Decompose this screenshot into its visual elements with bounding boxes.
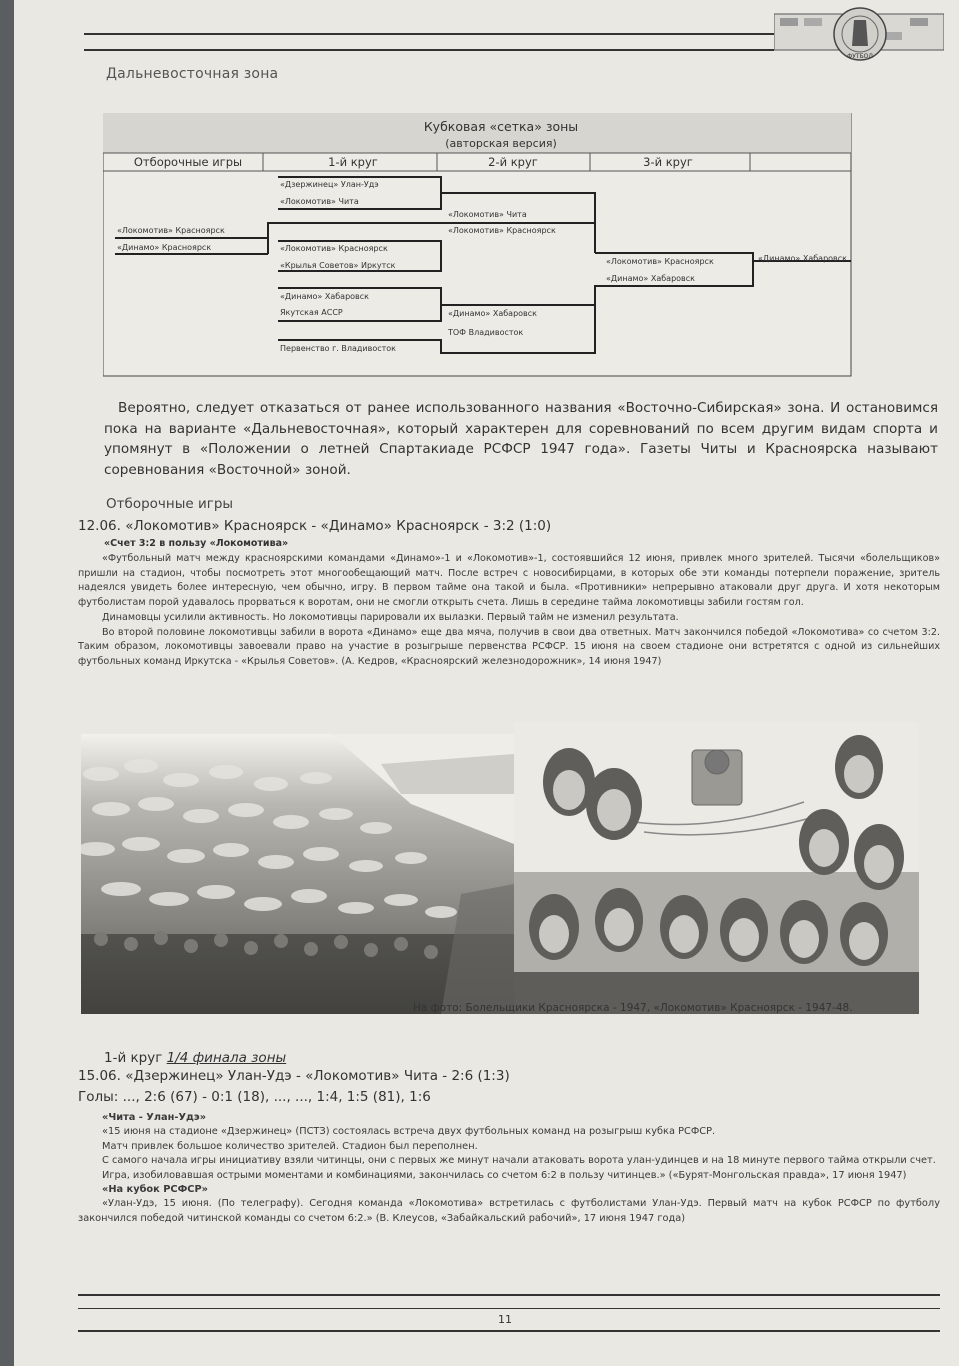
match2-paragraph-2: Матч привлек большое количество зрителей. Стадион был переполнен. xyxy=(102,1140,478,1152)
bracket-qual-team-2: «Динамо» Красноярск xyxy=(117,243,212,252)
bracket-col-round1: 1-й круг xyxy=(328,155,378,169)
bracket-r2-team-1: «Локомотив» Чита xyxy=(448,210,527,219)
bracket-r1-team-7: Первенство г. Владивосток xyxy=(280,344,397,353)
bracket-winner: «Динамо» Хабаровск xyxy=(758,254,847,263)
match2-title: 15.06. «Дзержинец» Улан-Удэ - «Локомотив» Чита - 2:6 (1:3) xyxy=(78,1068,510,1084)
bracket-col-qualifier: Отборочные игры xyxy=(133,155,243,169)
header-rule-top xyxy=(84,33,774,35)
round1-section-title xyxy=(104,1050,286,1066)
intro-paragraph: Вероятно, следует отказаться от ранее использованного названия «Восточно-Сибирская» зона. И остановимся пока на варианте «Дальневосточная», который характерен для соревнований по всем другим видам спорта и упомянут в «Положении о летней Спартакиаде РСФСР 1947 года». Газеты Читы и Красноярска называют соревнования «Восточной» зоной. xyxy=(104,400,938,478)
page-number: 11 xyxy=(498,1313,512,1326)
match2-paragraph-5: «Улан-Удэ, 15 июня. (По телеграфу). Сегодня команда «Локомотива» встретилась с футболистами Улан-Удэ. Первый матч на кубок РСФСР по футболу закончился победой читинской команды со счетом 6:2.» (В. Клеусов, «Забайкальский рабочий», 17 июня 1947 года) xyxy=(78,1198,940,1224)
bracket-subtitle: (авторская версия) xyxy=(445,137,557,150)
photo-fans xyxy=(81,734,514,1014)
zone-title: Дальневосточная зона xyxy=(106,66,279,82)
photo-team-lokomotiv xyxy=(514,722,919,1014)
match2-heading-2: «На кубок РСФСР» xyxy=(102,1184,209,1196)
match1-paragraph-1: «Футбольный матч между красноярскими командами «Динамо»-1 и «Локомотив»-1, состоявшийся 12 июня, привлек много зрителей. Тысячи «болельщиков» пришли на стадион, чтобы посмотреть этот многообещающий матч. После встреч с новосибирцами, в которых обе эти команды потерпели поражение, зритель надеялся увидеть более интересную, чем обычно, игру. В первом тайме она такой и была. «Противники» непрерывно атаковали друг друга. И хотя некоторым футболистам порой удавалось прорваться к воротам, они не смогли открыть счета. Лишь в середине тайма локомотивцы забили гостям гол. xyxy=(78,553,940,609)
bracket-r1-team-3: «Локомотив» Красноярск xyxy=(280,244,388,253)
football-logo xyxy=(774,6,944,62)
bracket-r1-team-1: «Дзержинец» Улан-Удэ xyxy=(280,180,379,189)
bracket-title: Кубковая «сетка» зоны xyxy=(423,119,579,134)
match1-title: 12.06. «Локомотив» Красноярск - «Динамо» Красноярск - 3:2 (1:0) xyxy=(78,518,552,534)
bracket-r1-team-6: Якутская АССР xyxy=(280,308,343,317)
bracket-qual-team-1: «Локомотив» Красноярск xyxy=(117,226,225,235)
match1-article xyxy=(78,552,940,670)
match2-paragraph-4: Игра, изобиловавшая острыми моментами и комбинациями, закончилась со счетом 6:2 в пользу читинцев.» («Бурят-Монгольская правда», 17 июня 1947) xyxy=(102,1169,907,1181)
bracket-r1-team-5: «Динамо» Хабаровск xyxy=(280,292,369,301)
match2-paragraph-1: «15 июня на стадионе «Дзержинец» (ПСТЗ) состоялась встреча двух футбольных команд на розыгрыш кубка РСФСР. xyxy=(102,1126,716,1138)
match2-heading-1: «Чита - Улан-Удэ» xyxy=(102,1112,207,1123)
bracket-r2-team-2: «Локомотив» Красноярск xyxy=(448,226,556,235)
footer-rule-top xyxy=(78,1294,940,1296)
match2-paragraph-3: С самого начала игры инициативу взяли читинцы, они с первых же минут начали атаковать ворота улан-удинцев и на 18 минуте первого тайма открыли счет. xyxy=(102,1155,936,1167)
bracket-r1-team-4: «Крылья Советов» Иркутск xyxy=(280,261,396,270)
round1-title-underlined: 1/4 финала зоны xyxy=(166,1050,287,1066)
cup-bracket xyxy=(103,113,853,378)
round1-title-plain: 1-й круг xyxy=(104,1050,167,1066)
footer-rule-mid xyxy=(78,1308,940,1309)
bracket-col-round2: 2-й круг xyxy=(488,155,538,169)
bracket-r3-team-2: «Динамо» Хабаровск xyxy=(606,274,695,283)
bracket-r2-team-3: «Динамо» Хабаровск xyxy=(448,309,537,318)
bracket-r2-team-4: ТОФ Владивосток xyxy=(448,328,524,337)
footer-rule-bottom xyxy=(78,1330,940,1332)
header-rule-bottom xyxy=(84,49,774,51)
qualifier-section-title: Отборочные игры xyxy=(106,496,234,512)
match2-goals: Голы: ..., 2:6 (67) - 0:1 (18), ..., ..., 1:4, 1:5 (81), 1:6 xyxy=(78,1089,431,1105)
book-page xyxy=(14,0,959,1366)
match1-paragraph-2: Динамовцы усилили активность. Но локомотивцы парировали их вылазки. Первый тайм не изменил результата. xyxy=(102,611,679,623)
match1-paragraph-3: Во второй половине локомотивцы забили в ворота «Динамо» еще два мяча, получив в свои два ответных. Матч закончился победой «Локомотива» со счетом 3:2. Таким образом, локомотивцы завоевали право на участие в розыгрыше первенства РСФСР. 15 июня на своем стадионе они встретятся с одной из сильнейших футбольных команд Иркутска - «Крылья Советов». (А. Кедров, «Красноярский железнодорожник», 14 июня 1947) xyxy=(78,626,940,667)
bracket-r1-team-2: «Локомотив» Чита xyxy=(280,197,359,206)
photo-caption: На фото: Болельщики Красноярска - 1947, «Локомотив» Красноярск - 1947-48. xyxy=(413,1002,853,1014)
intro-text xyxy=(104,398,938,480)
logo-text: ФУТБОЛ xyxy=(847,53,873,60)
match1-article-heading: «Счет 3:2 в пользу «Локомотива» xyxy=(104,538,289,549)
bracket-col-round3: 3-й круг xyxy=(643,155,693,169)
bracket-r3-team-1: «Локомотив» Красноярск xyxy=(606,257,714,266)
match2-article xyxy=(78,1111,940,1226)
